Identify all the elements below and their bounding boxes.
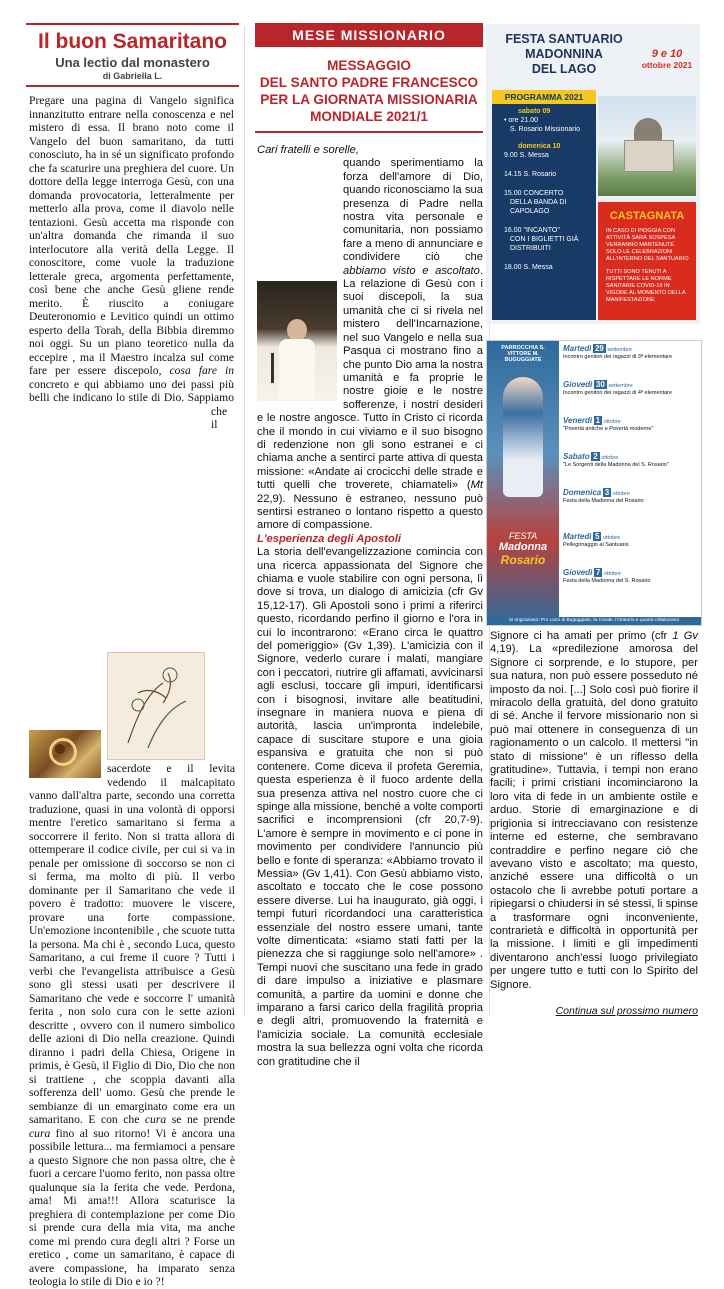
message-title-line-3: PER LA GIORNATA MISSIONARIA bbox=[260, 92, 478, 107]
event-month: settembre bbox=[608, 383, 633, 389]
event-month: ottobre bbox=[602, 535, 621, 541]
middle-italic-2: Mt bbox=[470, 479, 483, 492]
middle-subhead: L'esperienza degli Apostoli bbox=[257, 532, 401, 545]
flyer-left-panel bbox=[487, 341, 559, 625]
event-text: "Povertà antiche e Povertà moderne" bbox=[563, 426, 654, 432]
flyer-event bbox=[563, 417, 697, 453]
event-text: Incontro genitori dei ragazzi di 4ª elementare bbox=[563, 390, 673, 396]
right-para: 4,19). La «predilezione amorosa del Signore ci sorprende, e lo stupore, per sua natura, non può essere posseduto né imposto da noi. [...] Solo così può fiorire il miracolo della gratuità, del dono gratuito di sé. Anche il fervore missionario non si può mai ottenere in conseguenza di un ragionamento o un calcolo. Il mettersi "in stato di missione" è un riflesso della gratitudine». Tuttavia, i tempi non erano facili; i primi cristiani incominciarono la loro vita di fede in un ambiente ostile e arduo. Storie di emarginazione e di prigionia si intrecciavano con resistenze interne ed esterne, che sembravano contraddire e perfino negare ciò che avevano visto e ascoltato; ma questo, anziché essere una difficoltà o un ostacolo che li avrebbe potuti portare a ripiegarsi o chiudersi in sé stessi, li spinse a trasformare ogni inconveniente, contrarietà e difficoltà in opportunità per la missione. I limiti e gli impedimenti diventarono anch'essi luogo privilegiato per ungere tutto e tutti con lo Spirito del Signore. bbox=[490, 643, 698, 991]
badge-line-2: Madonna bbox=[498, 541, 548, 553]
castagnata-box bbox=[598, 202, 696, 320]
samaritan-sketch-icon bbox=[108, 653, 204, 759]
left-top-rule bbox=[26, 23, 239, 25]
left-italic-2: cura bbox=[144, 1113, 167, 1126]
program-line: 16.00 "INCANTO" bbox=[504, 227, 560, 234]
flyer-event bbox=[563, 569, 697, 599]
flyer-events bbox=[563, 345, 697, 599]
program-line: 18.00 S. Messa bbox=[504, 264, 553, 271]
program-line: CAPOLAGO bbox=[510, 208, 550, 215]
program-line: DELLA BANDA DI bbox=[510, 199, 567, 206]
right-italic: 1 Gv bbox=[672, 630, 698, 642]
event-day: Martedì bbox=[563, 344, 592, 353]
event-num: 7 bbox=[595, 568, 601, 577]
middle-article-body bbox=[257, 144, 483, 1068]
middle-italic-1: abbiamo visto e ascoltato bbox=[343, 264, 480, 277]
poster-date-month: ottobre 2021 bbox=[641, 60, 693, 70]
left-article-body bbox=[29, 94, 235, 1288]
event-month: ottobre bbox=[601, 455, 619, 461]
event-text: Incontro genitori dei ragazzi di 3ª elementare bbox=[563, 354, 673, 360]
poster-date bbox=[636, 48, 698, 70]
program-line: 15.00 CONCERTO bbox=[504, 190, 564, 197]
event-num: 3 bbox=[604, 488, 610, 497]
article-title: Il buon Samaritano bbox=[37, 30, 228, 53]
pope-photo bbox=[257, 281, 337, 401]
castagnata-note-1: IN CASO DI PIOGGIA CON ATTIVITÀ SARÀ SOSPESA VERRANNO MANTENUTE SOLO LE CELEBRAZIONI ALL'INTERNO DEL SANTUARIO bbox=[606, 228, 689, 262]
event-num: 1 bbox=[595, 416, 601, 425]
event-month: settembre bbox=[607, 347, 632, 353]
left-para-1: Pregare una pagina di Vangelo significa innanzitutto entrare nella conoscenza e nel mistero di essa. Il brano noto come il Vangelo del buon samaritano, da tutti conosciuto, ha in sé un significato profondo che fa scaturire una preghiera del cuore. Un dottore della legge interroga Gesù, con una domanda provocatoria, letteralmente per metterlo alla prova, come il diavolo nelle tentazioni. Gesù accetta ma risponde con un'altra domanda che rimanda il suo interlocutore alla verità della Legge. Il conoscitore, come vuole la traduzione letterale greca, argomenta perfettamente, così bene che anche Gesù gliene rende merito. È riuscito a coniugare Deuteronomio e Levitico quindi un ottimo esperto della Torah, della Bibbia diremmo noi oggi. Su un piano teoretico nulla da eccepire , ma il Maestro incalza sul come fare per essere discepolo, bbox=[29, 94, 234, 377]
middle-para-1c: 22,9). Nessuno è estraneo, nessuno può sentirsi estraneo o lontano rispetto a questo amore di compassione. bbox=[257, 492, 483, 532]
flyer-event bbox=[563, 533, 697, 569]
festa-poster bbox=[486, 24, 700, 324]
program-day-sunday: domenica 10 bbox=[518, 143, 561, 150]
mosaic-image bbox=[29, 730, 101, 778]
message-title-line-1: MESSAGGIO bbox=[327, 58, 411, 73]
event-month: ottobre bbox=[612, 491, 630, 497]
program-day-saturday: sabato 09 bbox=[518, 108, 551, 115]
sanctuary-photo bbox=[598, 96, 696, 196]
right-article-body bbox=[490, 630, 698, 990]
microphone-icon bbox=[271, 353, 274, 383]
flyer-event bbox=[563, 381, 697, 417]
sketch-image bbox=[107, 652, 205, 760]
program-line: DISTRIBUITI bbox=[510, 245, 551, 252]
message-title-line-4: MONDIALE 2021/1 bbox=[310, 109, 428, 124]
section-banner: MESE MISSIONARIO bbox=[255, 23, 483, 47]
event-day: Giovedì bbox=[563, 568, 593, 577]
middle-para-1b: . La relazione di Gesù con i suoi discepoli, la sua umanità che ci si rivela nel mistero dell'Incarnazione, nel suo Vangelo e nella sua Pasqua ci mostrano fino a che punto Dio ama la nostra umanità e fa proprie le nostre gioie e le nostre sofferenze, i nostri desideri e le nostre angosce. Tutto in Cristo ci ricorda che il mondo in cui viviamo e il suo bisogno di redenzione non gli sono estranei e ci chiama anche a sentirci parte attiva di questa missione: «Andate ai crocicchi delle strade e tutti quelli che troverete, chiamateli» ( bbox=[257, 264, 483, 492]
continue-link[interactable]: Continua sul prossimo numero bbox=[555, 1005, 698, 1017]
castagnata-note-2: TUTTI SONO TENUTI A RISPETTARE LE NORME SANITARIE COVID-19 IN VIGORE AL MOMENTO DELLA MANIFESTAZIONE bbox=[606, 269, 686, 303]
event-month: ottobre bbox=[603, 419, 621, 425]
badge-line-3: Rosario bbox=[500, 553, 546, 567]
flyer-event bbox=[563, 453, 697, 489]
event-month: ottobre bbox=[603, 571, 621, 577]
event-day: Venerdì bbox=[563, 416, 593, 425]
left-sub-rule bbox=[26, 85, 239, 87]
flyer-footer: Si ringraziano: Pro Loco di Buguggiate, la Corale, l'Oratorio e quanti collaborano bbox=[487, 617, 701, 625]
message-title bbox=[255, 57, 483, 125]
left-para-1c: se ne prende bbox=[166, 1113, 235, 1126]
halo-icon-spacer bbox=[234, 94, 235, 412]
castagnata-title: CASTAGNATA bbox=[609, 210, 685, 222]
left-italic-1: cosa fare in bbox=[169, 364, 234, 377]
madonna-figure-icon bbox=[503, 377, 543, 497]
event-text: "Le Sorgenti della Madonna del S. Rosario" bbox=[563, 462, 669, 468]
event-num: 5 bbox=[594, 532, 600, 541]
poster-title-line-2: MADONNINA bbox=[525, 47, 603, 61]
event-day: Martedì bbox=[563, 532, 592, 541]
flyer-event bbox=[563, 345, 697, 381]
article-byline: di Gabriella L. bbox=[102, 71, 163, 81]
badge-line-1: FESTA bbox=[508, 531, 538, 541]
event-day: Giovedì bbox=[563, 380, 593, 389]
event-text: Festa della Madonna del Rosario bbox=[563, 498, 644, 504]
event-text: Festa della Madonna del S. Rosario bbox=[563, 578, 651, 584]
right-para-start: Signore ci ha amati per primo (cfr bbox=[490, 630, 673, 642]
left-divider bbox=[244, 26, 245, 1016]
poster-title-line-3: DEL LAGO bbox=[531, 62, 597, 76]
left-para-1d: fino al suo ritorno! Vi è ancora una possibile lettura... ma fermiamoci a pensare a questo Signore che non passa oltre, che è fuori a cercare l'uomo ferito, non passa oltre qualunque sia la ferita che vede. Perdona, ama! Mi ama!!! Allora scaturisce la preghiera di contemplazione per come Dio si prende cura della mia vita, ma anche come mi prendo cura degli altri ? Forse un eretico , come un samaritano, è capace di avere compassione, ha imparato senza teologia lo stile di Dio e io ?! bbox=[29, 1126, 235, 1288]
poster-title-line-1: FESTA SANTUARIO bbox=[505, 32, 623, 46]
poster-title bbox=[494, 32, 634, 77]
event-num: 30 bbox=[595, 380, 605, 389]
event-num: 29 bbox=[594, 344, 604, 353]
event-day: Domenica bbox=[563, 488, 602, 497]
event-day: Sabato bbox=[563, 452, 590, 461]
flyer-event bbox=[563, 489, 697, 533]
left-para-1b: concreto e qui abbiamo uno dei passi più belli che indicano lo stile di Dio. Sappiamo che il sacerdote e il levita vedendo il malcapitato vanno dall'altra parte, secondo una corretta traduzione, quasi in una volontà di opporsi mentre l'eretico samaritano si ferma a soccorrere il ferito. Non si tratta allora di ottemperare il codice civile, per cui si va in penale per omissione di soccorso se non ci si ferma, ma molto di più. Il verbo dominante per il Samaritano che vede il povero è tradotto: muovere le viscere, provare una forte compassione. Un'emozione incontenibile , che scuote tutta la persona. Ma chi è , secondo Luca, questo Samaritano, a cui freme il cuore ? Tutti i verbi che l'evangelista attribuisce a Gesù sono gli stessi usati per descrivere il Samaritano che vede e soccorre l' umanità ferita , non solo cura con le sette azioni descritte , ovvero con il numero simbolico delle azioni di Dio nella creazione. Quindi diranno i padri della Chiesa, Origene in primis, è Gesù, il Figlio di Dio, Dio che non si trattiene , che scoppia davanti alla sofferenza dell' uomo. Gesù che prende le sembianze di un emarginato come era un samaritano. E con che bbox=[29, 377, 235, 1126]
event-text: Pellegrinaggio al Santuario bbox=[563, 542, 629, 548]
program-line: CON I BIGLIETTI GIÀ bbox=[510, 236, 579, 243]
program-title: PROGRAMMA 2021 bbox=[492, 90, 596, 104]
salutation: Cari fratelli e sorelle, bbox=[257, 144, 359, 156]
church-dome-icon bbox=[634, 118, 662, 140]
festa-badge bbox=[491, 531, 555, 567]
middle-para-2: La storia dell'evangelizzazione comincia con una ricerca appassionata del Signore che chiama e vuole stabilire con ogni persona, lì dove si trova, un dialogo di amicizia (cfr Gv 15,12-17). Gli Apostoli sono i primi a riferirci questo, ricordando perfino il giorno e l'ora in cui lo incontrarono: «Erano circa le quattro del pomeriggio» (Gv 1,39). L'amicizia con il Signore, vederlo curare i malati, mangiare con i peccatori, nutrire gli affamati, avvicinarsi agli esclusi, toccare gli impuri, identificarsi con i bisognosi, invitare alle beatitudini, insegnare in maniera nuova e piena di autorità, lascia un'impronta indelebile, capace di suscitare stupore e una gioia espansiva e gratuita che non si può contenere. Come diceva il profeta Geremia, questa esperienza è il fuoco ardente della sua presenza attiva nel nostro cuore che ci spinge alla missione, benché a volte comporti sacrifici e incomprensioni (cfr 20,7-9). L'amore è sempre in movimento e ci pone in movimento per condividere l'annuncio più bello e fonte di speranza: «Abbiamo trovato il Messia» (Gv 1,41). Con Gesù abbiamo visto, ascoltato e toccato che le cose possono essere diverse. Lui ha inaugurato, già oggi, i tempi futuri ricordandoci una caratteristica essenziale del nostro essere umani, tante volte dimenticata: «siamo stati fatti per la pienezza che si raggiunge solo nell'amore» . Tempi nuovi che suscitano una fede in grado di dare impulso a iniziative e plasmare comunità, a partire da uomini e donne che imparano a farsi carico della fragilità propria e degli altri, promuovendo la fraternità e l'amicizia sociale. La comunità ecclesiale mostra la sua bellezza ogni volta che ricorda con gratitudine che il bbox=[257, 546, 483, 1068]
program-line: 14.15 S. Rosario bbox=[504, 171, 557, 178]
left-italic-3: cura bbox=[29, 1126, 51, 1140]
article-subtitle: Una lectio dal monastero bbox=[55, 55, 210, 70]
parish-flyer bbox=[486, 340, 702, 626]
program-line: S. Rosario Missionario bbox=[510, 126, 581, 133]
middle-title-rule bbox=[255, 131, 483, 133]
middle-para-1a: quando sperimentiamo la forza dell'amore di Dio, quando riconosciamo la sua presenza di Padre nella nostra vita personale e comunitaria, non possiamo fare a meno di annunciare e condividere ciò che bbox=[343, 157, 483, 264]
event-num: 2 bbox=[593, 452, 598, 461]
program-panel bbox=[492, 90, 596, 320]
parish-name: PARROCCHIA S. VITTORE M. BUGUGGIATE bbox=[501, 345, 545, 363]
message-title-line-2: DEL SANTO PADRE FRANCESCO bbox=[259, 75, 479, 90]
poster-date-nums: 9 e 10 bbox=[651, 48, 683, 60]
program-line: • ore 21.00 bbox=[504, 117, 538, 124]
program-line: 9.00 S. Messa bbox=[504, 152, 549, 159]
